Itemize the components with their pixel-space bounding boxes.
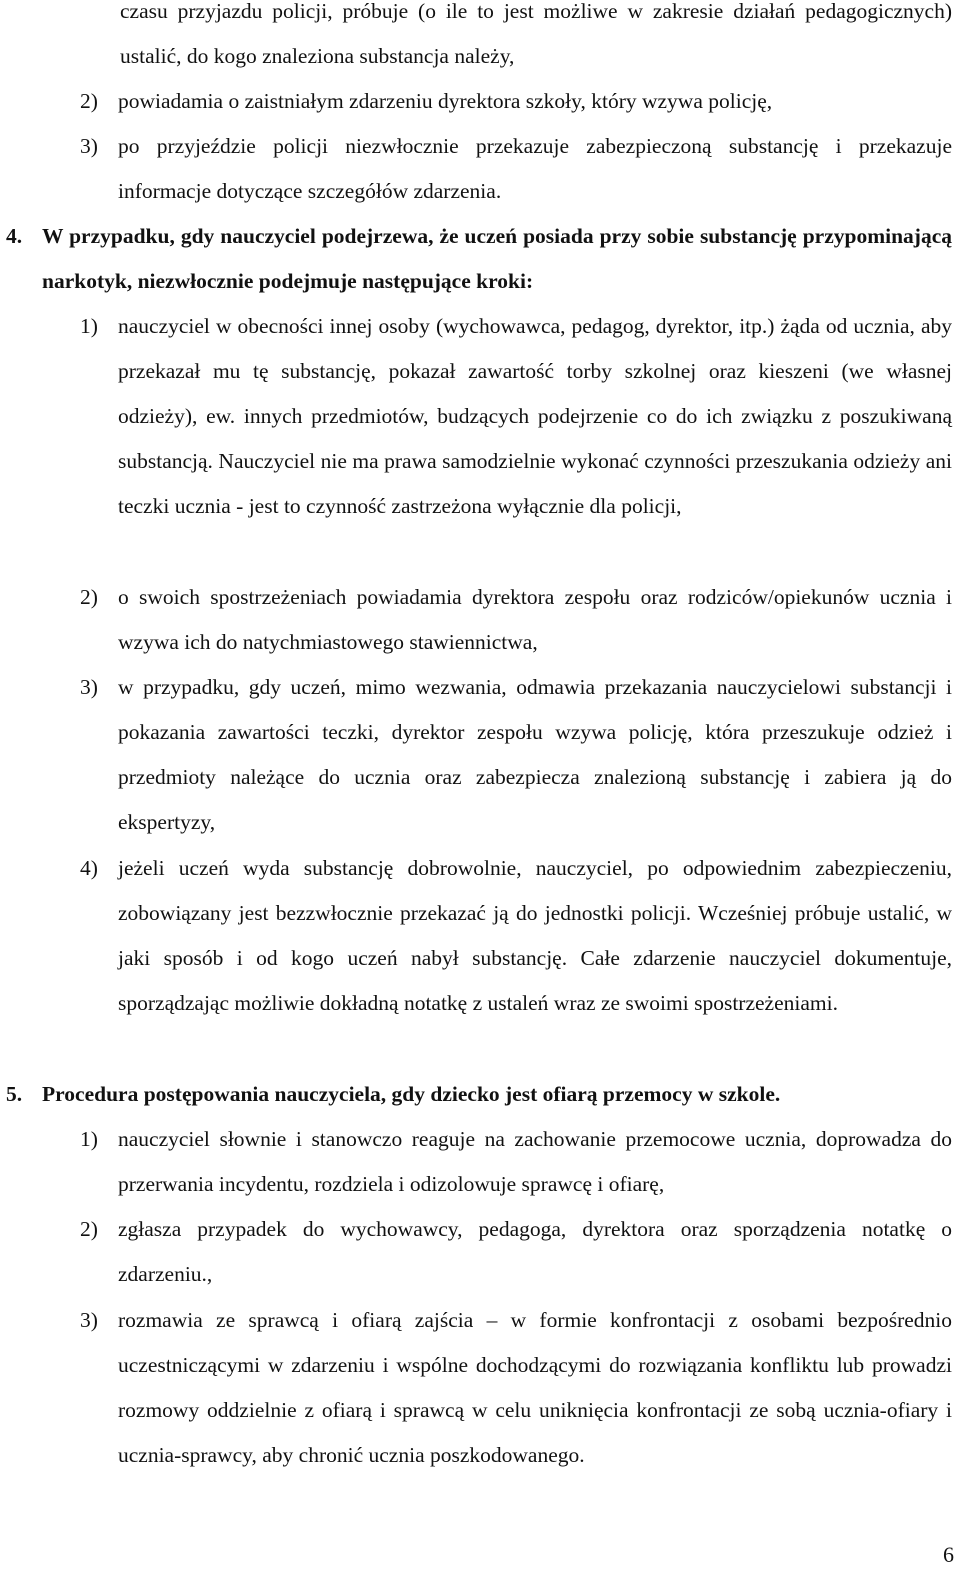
list-item: zgłasza przypadek do wychowawcy, pedagoga, dyrektora oraz sporządzenia notatkę o zdarzeniu., <box>118 1217 952 1287</box>
list-item-number: 3) <box>80 134 98 158</box>
section-number: 4. <box>6 224 23 248</box>
list-item: o swoich spostrzeżeniach powiadamia dyrektora zespołu oraz rodziców/opiekunów ucznia i wzywa ich do natychmiastowego stawiennictwa, <box>118 585 952 655</box>
list-item-number: 1) <box>80 314 98 338</box>
list-item: powiadamia o zaistniałym zdarzeniu dyrektora szkoły, który wzywa policję, <box>118 89 773 113</box>
list-item-number: 4) <box>80 856 98 880</box>
list-item-number: 1) <box>80 1127 98 1151</box>
section-number: 5. <box>6 1082 23 1106</box>
list-item-number: 2) <box>80 1217 98 1241</box>
section-heading: W przypadku, gdy nauczyciel podejrzewa, że uczeń posiada przy sobie substancję przypominającą narkotyk, niezwłocznie podejmuje następujące kroki: <box>42 224 952 294</box>
page-number: 6 <box>943 1542 954 1567</box>
list-item-continuation: czasu przyjazdu policji, próbuje (o ile to jest możliwe w zakresie działań pedagogicznych) ustalić, do kogo znaleziona substancja należy, <box>120 0 952 69</box>
list-item: w przypadku, gdy uczeń, mimo wezwania, odmawia przekazania nauczycielowi substancji i pokazania zawartości teczki, dyrektor zespołu wzywa policję, która przeszukuje odzież i przedmioty należące do ucznia oraz zabezpiecza znalezioną substancję i zabiera ją do ekspertyzy, <box>118 675 952 835</box>
list-item-number: 2) <box>80 89 98 113</box>
section-heading: Procedura postępowania nauczyciela, gdy dziecko jest ofiarą przemocy w szkole. <box>42 1082 781 1106</box>
list-item-number: 2) <box>80 585 98 609</box>
list-item: jeżeli uczeń wyda substancję dobrowolnie, nauczyciel, po odpowiednim zabezpieczeniu, zobowiązany jest bezzwłocznie przekazać ją do jednostki policji. Wcześniej próbuje ustalić, w jaki sposób i od kogo uczeń nabył substancję. Całe zdarzenie nauczyciel dokumentuje, sporządzając możliwie dokładną notatkę z ustaleń wraz ze swoimi spostrzeżeniami. <box>118 856 952 1016</box>
list-item: nauczyciel w obecności innej osoby (wychowawca, pedagog, dyrektor, itp.) żąda od ucznia, aby przekazał mu tę substancję, pokazał zawartość torby szkolnej oraz kieszeni (we własnej odzieży), ew. innych przedmiotów, budzących podejrzenie co do ich związku z poszukiwaną substancją. Nauczyciel nie ma prawa samodzielnie wykonać czynności przeszukania odzieży ani teczki ucznia - jest to czynność zastrzeżona wyłącznie dla policji, <box>118 314 952 519</box>
list-item: rozmawia ze sprawcą i ofiarą zajścia – w formie konfrontacji z osobami bezpośrednio uczestniczącymi w zdarzeniu i wspólne dochodzącymi do rozwiązania konfliktu lub prowadzi rozmowy oddzielnie z ofiarą i sprawcą w celu uniknięcia konfrontacji ze sobą ucznia-ofiary i ucznia-sprawcy, aby chronić ucznia poszkodowanego. <box>118 1308 952 1468</box>
list-item: nauczyciel słownie i stanowczo reaguje na zachowanie przemocowe ucznia, doprowadza do przerwania incydentu, rozdziela i odizolowuje sprawcę i ofiarę, <box>118 1127 952 1197</box>
list-item-number: 3) <box>80 675 98 699</box>
list-item-number: 3) <box>80 1308 98 1332</box>
list-item: po przyjeździe policji niezwłocznie przekazuje zabezpieczoną substancję i przekazuje informacje dotyczące szczegółów zdarzenia. <box>118 134 952 204</box>
